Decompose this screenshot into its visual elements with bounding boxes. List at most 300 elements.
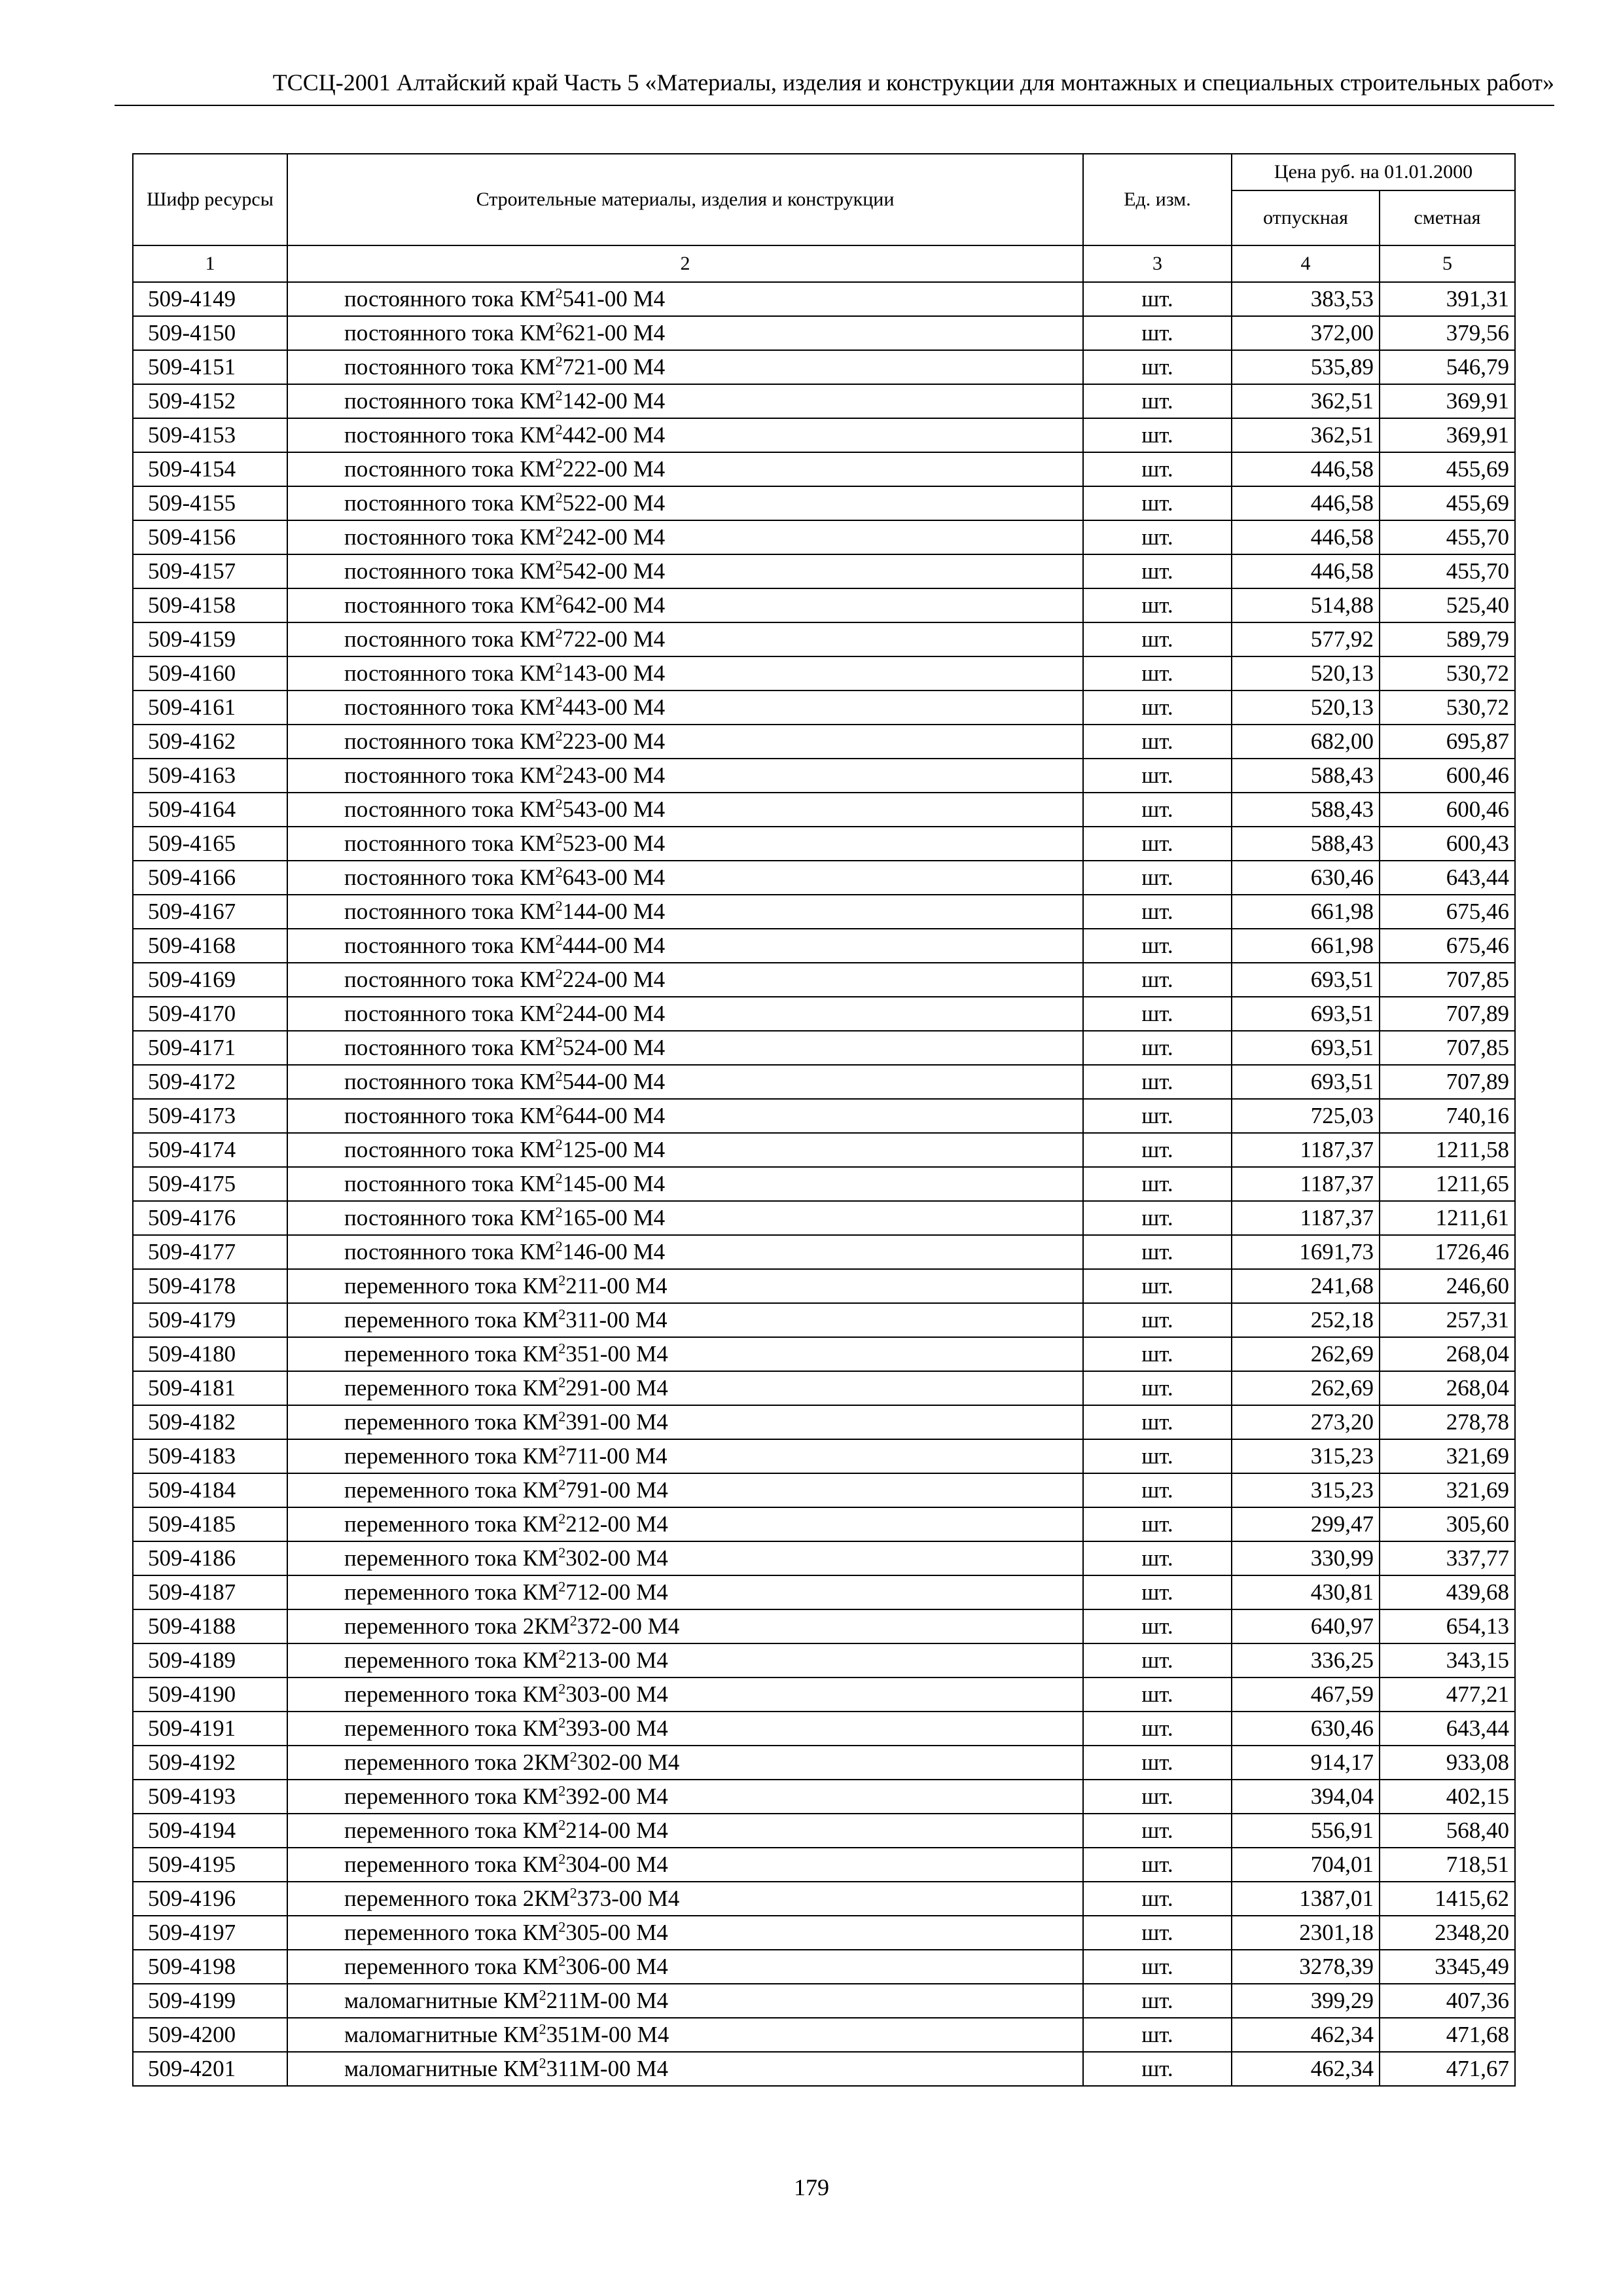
release-price: 3278,39 bbox=[1232, 1950, 1380, 1984]
resource-code: 509-4164 bbox=[133, 793, 287, 827]
resource-code: 509-4153 bbox=[133, 418, 287, 452]
unit-of-measure: шт. bbox=[1083, 2052, 1232, 2086]
table-row bbox=[133, 1303, 1515, 1337]
resource-code: 509-4166 bbox=[133, 861, 287, 895]
estimate-price: 305,60 bbox=[1380, 1507, 1515, 1541]
release-price: 1187,37 bbox=[1232, 1133, 1380, 1167]
material-name bbox=[287, 1541, 1083, 1575]
material-name-superscript: 2 bbox=[555, 761, 563, 778]
material-name bbox=[287, 316, 1083, 350]
material-name-suffix: 373-00 М4 bbox=[577, 1886, 680, 1911]
materials-table bbox=[132, 153, 1516, 2087]
material-name-superscript: 2 bbox=[555, 829, 563, 846]
material-name bbox=[287, 1099, 1083, 1133]
resource-code: 509-4177 bbox=[133, 1235, 287, 1269]
table-row bbox=[133, 282, 1515, 316]
table-row bbox=[133, 520, 1515, 554]
unit-of-measure: шт. bbox=[1083, 418, 1232, 452]
estimate-price: 530,72 bbox=[1380, 691, 1515, 725]
material-name bbox=[287, 520, 1083, 554]
column-number-3: 3 bbox=[1083, 245, 1232, 282]
release-price: 446,58 bbox=[1232, 486, 1380, 520]
estimate-price: 455,69 bbox=[1380, 486, 1515, 520]
estimate-price: 321,69 bbox=[1380, 1439, 1515, 1473]
material-name bbox=[287, 1507, 1083, 1541]
unit-of-measure: шт. bbox=[1083, 486, 1232, 520]
unit-of-measure: шт. bbox=[1083, 282, 1232, 316]
material-name-superscript: 2 bbox=[555, 795, 563, 812]
estimate-price: 439,68 bbox=[1380, 1575, 1515, 1609]
unit-of-measure: шт. bbox=[1083, 1031, 1232, 1065]
table-row bbox=[133, 2052, 1515, 2086]
column-number-1: 1 bbox=[133, 245, 287, 282]
unit-of-measure: шт. bbox=[1083, 2018, 1232, 2052]
table-row bbox=[133, 1405, 1515, 1439]
release-price: 467,59 bbox=[1232, 1677, 1380, 1712]
table-row bbox=[133, 1541, 1515, 1575]
material-name bbox=[287, 963, 1083, 997]
table-row bbox=[133, 1916, 1515, 1950]
material-name-prefix: постоянного тока КМ bbox=[344, 286, 556, 312]
material-name-prefix: переменного тока КМ bbox=[344, 1818, 559, 1843]
release-price: 362,51 bbox=[1232, 384, 1380, 418]
material-name bbox=[287, 1303, 1083, 1337]
estimate-price: 546,79 bbox=[1380, 350, 1515, 384]
resource-code: 509-4161 bbox=[133, 691, 287, 725]
unit-of-measure: шт. bbox=[1083, 861, 1232, 895]
resource-code: 509-4162 bbox=[133, 725, 287, 759]
estimate-price: 268,04 bbox=[1380, 1371, 1515, 1405]
release-price: 315,23 bbox=[1232, 1439, 1380, 1473]
resource-code: 509-4169 bbox=[133, 963, 287, 997]
material-name-suffix: 311М-00 М4 bbox=[546, 2056, 668, 2081]
material-name-prefix: переменного тока КМ bbox=[344, 1852, 559, 1877]
material-name-suffix: 542-00 М4 bbox=[562, 558, 666, 584]
table-row bbox=[133, 1814, 1515, 1848]
resource-code: 509-4171 bbox=[133, 1031, 287, 1065]
estimate-price: 589,79 bbox=[1380, 622, 1515, 656]
unit-of-measure: шт. bbox=[1083, 1337, 1232, 1371]
release-price: 462,34 bbox=[1232, 2052, 1380, 2086]
material-name-prefix: переменного тока КМ bbox=[344, 1647, 559, 1673]
running-header: ТССЦ-2001 Алтайский край Часть 5 «Материалы, изделия и конструкции для монтажных и специальных строительных работ» bbox=[272, 69, 1554, 96]
table-row bbox=[133, 1031, 1515, 1065]
material-name-superscript: 2 bbox=[569, 1748, 577, 1765]
material-name-prefix: постоянного тока КМ bbox=[344, 1137, 556, 1162]
material-name-suffix: 311-00 М4 bbox=[565, 1307, 668, 1333]
resource-code: 509-4165 bbox=[133, 827, 287, 861]
material-name bbox=[287, 1133, 1083, 1167]
header-price-group: Цена руб. на 01.01.2000 bbox=[1232, 154, 1515, 190]
material-name-superscript: 2 bbox=[539, 2020, 546, 2037]
unit-of-measure: шт. bbox=[1083, 588, 1232, 622]
unit-of-measure: шт. bbox=[1083, 1882, 1232, 1916]
material-name-prefix: постоянного тока КМ bbox=[344, 320, 556, 346]
unit-of-measure: шт. bbox=[1083, 1677, 1232, 1712]
table-row bbox=[133, 1473, 1515, 1507]
release-price: 1187,37 bbox=[1232, 1201, 1380, 1235]
material-name-suffix: 523-00 М4 bbox=[562, 831, 666, 856]
estimate-price: 471,67 bbox=[1380, 2052, 1515, 2086]
material-name-prefix: переменного тока КМ bbox=[344, 1545, 559, 1571]
resource-code: 509-4178 bbox=[133, 1269, 287, 1303]
material-name bbox=[287, 1473, 1083, 1507]
material-name-superscript: 2 bbox=[558, 1510, 566, 1527]
material-name bbox=[287, 554, 1083, 588]
material-name-suffix: 304-00 М4 bbox=[565, 1852, 668, 1877]
material-name-suffix: 791-00 М4 bbox=[565, 1477, 668, 1503]
material-name-suffix: 443-00 М4 bbox=[562, 694, 666, 720]
table-row bbox=[133, 1269, 1515, 1303]
release-price: 693,51 bbox=[1232, 1031, 1380, 1065]
table-row bbox=[133, 1201, 1515, 1235]
estimate-price: 568,40 bbox=[1380, 1814, 1515, 1848]
resource-code: 509-4172 bbox=[133, 1065, 287, 1099]
table-row bbox=[133, 691, 1515, 725]
material-name-suffix: 392-00 М4 bbox=[565, 1784, 668, 1809]
release-price: 1387,01 bbox=[1232, 1882, 1380, 1916]
release-price: 315,23 bbox=[1232, 1473, 1380, 1507]
table-row bbox=[133, 622, 1515, 656]
estimate-price: 707,89 bbox=[1380, 997, 1515, 1031]
estimate-price: 525,40 bbox=[1380, 588, 1515, 622]
material-name-prefix: постоянного тока КМ bbox=[344, 422, 556, 448]
table-row bbox=[133, 1507, 1515, 1541]
release-price: 299,47 bbox=[1232, 1507, 1380, 1541]
unit-of-measure: шт. bbox=[1083, 1609, 1232, 1643]
material-name bbox=[287, 622, 1083, 656]
table-row bbox=[133, 861, 1515, 895]
resource-code: 509-4160 bbox=[133, 656, 287, 691]
material-name-suffix: 642-00 М4 bbox=[562, 592, 666, 618]
release-price: 630,46 bbox=[1232, 1712, 1380, 1746]
material-name-suffix: 224-00 М4 bbox=[562, 967, 666, 992]
resource-code: 509-4150 bbox=[133, 316, 287, 350]
unit-of-measure: шт. bbox=[1083, 759, 1232, 793]
estimate-price: 600,46 bbox=[1380, 759, 1515, 793]
material-name-superscript: 2 bbox=[555, 1033, 563, 1050]
material-name-prefix: маломагнитные КМ bbox=[344, 2022, 539, 2047]
material-name-prefix: постоянного тока КМ bbox=[344, 762, 556, 788]
material-name-superscript: 2 bbox=[555, 591, 563, 608]
table-row bbox=[133, 1235, 1515, 1269]
material-name bbox=[287, 1848, 1083, 1882]
estimate-price: 1211,58 bbox=[1380, 1133, 1515, 1167]
material-name bbox=[287, 2052, 1083, 2086]
unit-of-measure: шт. bbox=[1083, 691, 1232, 725]
material-name bbox=[287, 486, 1083, 520]
unit-of-measure: шт. bbox=[1083, 1303, 1232, 1337]
estimate-price: 257,31 bbox=[1380, 1303, 1515, 1337]
table-row bbox=[133, 588, 1515, 622]
material-name-superscript: 2 bbox=[555, 319, 563, 336]
material-name-suffix: 541-00 М4 bbox=[562, 286, 666, 312]
unit-of-measure: шт. bbox=[1083, 1780, 1232, 1814]
material-name-suffix: 302-00 М4 bbox=[577, 1749, 680, 1775]
material-name-superscript: 2 bbox=[558, 1918, 566, 1935]
material-name-suffix: 351М-00 М4 bbox=[546, 2022, 669, 2047]
unit-of-measure: шт. bbox=[1083, 1405, 1232, 1439]
material-name-superscript: 2 bbox=[555, 1136, 563, 1153]
table-row bbox=[133, 759, 1515, 793]
release-price: 520,13 bbox=[1232, 691, 1380, 725]
material-name-prefix: постоянного тока КМ bbox=[344, 967, 556, 992]
estimate-price: 707,85 bbox=[1380, 963, 1515, 997]
material-name-prefix: постоянного тока КМ bbox=[344, 831, 556, 856]
estimate-price: 369,91 bbox=[1380, 384, 1515, 418]
material-name-prefix: постоянного тока КМ bbox=[344, 694, 556, 720]
material-name-superscript: 2 bbox=[558, 1408, 566, 1425]
material-name bbox=[287, 2018, 1083, 2052]
material-name-prefix: переменного тока КМ bbox=[344, 1681, 559, 1707]
material-name-suffix: 351-00 М4 bbox=[565, 1341, 668, 1367]
material-name-prefix: постоянного тока КМ bbox=[344, 797, 556, 822]
material-name-superscript: 2 bbox=[558, 1476, 566, 1493]
material-name-prefix: переменного тока КМ bbox=[344, 1511, 559, 1537]
release-price: 630,46 bbox=[1232, 861, 1380, 895]
estimate-price: 643,44 bbox=[1380, 1712, 1515, 1746]
unit-of-measure: шт. bbox=[1083, 1099, 1232, 1133]
material-name-prefix: переменного тока КМ bbox=[344, 1784, 559, 1809]
resource-code: 509-4186 bbox=[133, 1541, 287, 1575]
material-name-superscript: 2 bbox=[558, 1850, 566, 1867]
release-price: 682,00 bbox=[1232, 725, 1380, 759]
unit-of-measure: шт. bbox=[1083, 316, 1232, 350]
table-row bbox=[133, 554, 1515, 588]
material-name bbox=[287, 1746, 1083, 1780]
unit-of-measure: шт. bbox=[1083, 1167, 1232, 1201]
unit-of-measure: шт. bbox=[1083, 1712, 1232, 1746]
material-name bbox=[287, 1031, 1083, 1065]
release-price: 520,13 bbox=[1232, 656, 1380, 691]
unit-of-measure: шт. bbox=[1083, 1916, 1232, 1950]
material-name-suffix: 222-00 М4 bbox=[562, 456, 666, 482]
material-name bbox=[287, 588, 1083, 622]
material-name-superscript: 2 bbox=[555, 1204, 563, 1221]
column-number-5: 5 bbox=[1380, 245, 1515, 282]
material-name bbox=[287, 1269, 1083, 1303]
release-price: 693,51 bbox=[1232, 963, 1380, 997]
release-price: 588,43 bbox=[1232, 827, 1380, 861]
estimate-price: 643,44 bbox=[1380, 861, 1515, 895]
material-name-prefix: переменного тока КМ bbox=[344, 1341, 559, 1367]
table-row bbox=[133, 1746, 1515, 1780]
material-name-prefix: переменного тока КМ bbox=[344, 1477, 559, 1503]
material-name bbox=[287, 1439, 1083, 1473]
material-name bbox=[287, 1882, 1083, 1916]
release-price: 1187,37 bbox=[1232, 1167, 1380, 1201]
material-name-suffix: 442-00 М4 bbox=[562, 422, 666, 448]
table-row bbox=[133, 1371, 1515, 1405]
release-price: 446,58 bbox=[1232, 520, 1380, 554]
table-row bbox=[133, 1133, 1515, 1167]
material-name bbox=[287, 1201, 1083, 1235]
unit-of-measure: шт. bbox=[1083, 827, 1232, 861]
release-price: 336,25 bbox=[1232, 1643, 1380, 1677]
material-name-suffix: 211-00 М4 bbox=[565, 1273, 668, 1299]
table-row bbox=[133, 1643, 1515, 1677]
material-name-superscript: 2 bbox=[555, 931, 563, 948]
material-name-superscript: 2 bbox=[555, 999, 563, 1016]
estimate-price: 455,69 bbox=[1380, 452, 1515, 486]
release-price: 556,91 bbox=[1232, 1814, 1380, 1848]
material-name-superscript: 2 bbox=[539, 2054, 546, 2072]
resource-code: 509-4173 bbox=[133, 1099, 287, 1133]
release-price: 330,99 bbox=[1232, 1541, 1380, 1575]
resource-code: 509-4188 bbox=[133, 1609, 287, 1643]
material-name-suffix: 543-00 М4 bbox=[562, 797, 666, 822]
resource-code: 509-4187 bbox=[133, 1575, 287, 1609]
material-name-suffix: 302-00 М4 bbox=[565, 1545, 668, 1571]
material-name-prefix: постоянного тока КМ bbox=[344, 592, 556, 618]
material-name bbox=[287, 1712, 1083, 1746]
material-name bbox=[287, 1643, 1083, 1677]
material-name-suffix: 244-00 М4 bbox=[562, 1001, 666, 1026]
material-name-suffix: 644-00 М4 bbox=[562, 1103, 666, 1128]
material-name-prefix: переменного тока КМ bbox=[344, 1409, 559, 1435]
estimate-price: 675,46 bbox=[1380, 895, 1515, 929]
material-name-superscript: 2 bbox=[555, 455, 563, 472]
material-name-superscript: 2 bbox=[569, 1612, 577, 1629]
material-name bbox=[287, 350, 1083, 384]
material-name-suffix: 391-00 М4 bbox=[565, 1409, 668, 1435]
material-name-superscript: 2 bbox=[555, 421, 563, 438]
release-price: 462,34 bbox=[1232, 2018, 1380, 2052]
material-name bbox=[287, 691, 1083, 725]
estimate-price: 600,46 bbox=[1380, 793, 1515, 827]
estimate-price: 379,56 bbox=[1380, 316, 1515, 350]
material-name-suffix: 524-00 М4 bbox=[562, 1035, 666, 1060]
material-name-suffix: 146-00 М4 bbox=[562, 1239, 666, 1265]
unit-of-measure: шт. bbox=[1083, 1814, 1232, 1848]
unit-of-measure: шт. bbox=[1083, 1269, 1232, 1303]
material-name bbox=[287, 1984, 1083, 2018]
release-price: 535,89 bbox=[1232, 350, 1380, 384]
material-name-suffix: 643-00 М4 bbox=[562, 865, 666, 890]
resource-code: 509-4189 bbox=[133, 1643, 287, 1677]
column-number-2: 2 bbox=[287, 245, 1083, 282]
estimate-price: 477,21 bbox=[1380, 1677, 1515, 1712]
table-row bbox=[133, 1065, 1515, 1099]
material-name-suffix: 444-00 М4 bbox=[562, 933, 666, 958]
release-price: 661,98 bbox=[1232, 895, 1380, 929]
estimate-price: 278,78 bbox=[1380, 1405, 1515, 1439]
estimate-price: 1415,62 bbox=[1380, 1882, 1515, 1916]
material-name-superscript: 2 bbox=[555, 285, 563, 302]
resource-code: 509-4196 bbox=[133, 1882, 287, 1916]
material-name-suffix: 212-00 М4 bbox=[565, 1511, 668, 1537]
material-name-suffix: 306-00 М4 bbox=[565, 1954, 668, 1979]
material-name-prefix: постоянного тока КМ bbox=[344, 388, 556, 414]
header-release-price: отпускная bbox=[1232, 190, 1380, 245]
table-row bbox=[133, 1677, 1515, 1712]
table-row bbox=[133, 895, 1515, 929]
unit-of-measure: шт. bbox=[1083, 1746, 1232, 1780]
material-name-suffix: 305-00 М4 bbox=[565, 1920, 668, 1945]
material-name bbox=[287, 1575, 1083, 1609]
table-row bbox=[133, 1575, 1515, 1609]
resource-code: 509-4159 bbox=[133, 622, 287, 656]
header-estimate-price: сметная bbox=[1380, 190, 1515, 245]
release-price: 273,20 bbox=[1232, 1405, 1380, 1439]
resource-code: 509-4192 bbox=[133, 1746, 287, 1780]
material-name bbox=[287, 725, 1083, 759]
material-name bbox=[287, 895, 1083, 929]
material-name-suffix: 145-00 М4 bbox=[562, 1171, 666, 1196]
unit-of-measure: шт. bbox=[1083, 1984, 1232, 2018]
material-name bbox=[287, 861, 1083, 895]
resource-code: 509-4195 bbox=[133, 1848, 287, 1882]
table-row bbox=[133, 1099, 1515, 1133]
table-row bbox=[133, 1609, 1515, 1643]
table-row bbox=[133, 452, 1515, 486]
unit-of-measure: шт. bbox=[1083, 1201, 1232, 1235]
material-name-suffix: 721-00 М4 bbox=[562, 354, 666, 380]
resource-code: 509-4185 bbox=[133, 1507, 287, 1541]
material-name-prefix: постоянного тока КМ bbox=[344, 1103, 556, 1128]
resource-code: 509-4179 bbox=[133, 1303, 287, 1337]
material-name-prefix: постоянного тока КМ bbox=[344, 456, 556, 482]
unit-of-measure: шт. bbox=[1083, 1643, 1232, 1677]
material-name-suffix: 214-00 М4 bbox=[565, 1818, 668, 1843]
material-name-prefix: постоянного тока КМ bbox=[344, 1035, 556, 1060]
material-name-superscript: 2 bbox=[558, 1952, 566, 1969]
material-name-superscript: 2 bbox=[555, 727, 563, 744]
resource-code: 509-4151 bbox=[133, 350, 287, 384]
material-name-suffix: 621-00 М4 bbox=[562, 320, 666, 346]
estimate-price: 321,69 bbox=[1380, 1473, 1515, 1507]
table-row bbox=[133, 929, 1515, 963]
table-row bbox=[133, 827, 1515, 861]
material-name bbox=[287, 929, 1083, 963]
estimate-price: 707,89 bbox=[1380, 1065, 1515, 1099]
table-row bbox=[133, 1882, 1515, 1916]
estimate-price: 268,04 bbox=[1380, 1337, 1515, 1371]
release-price: 241,68 bbox=[1232, 1269, 1380, 1303]
material-name-superscript: 2 bbox=[555, 353, 563, 370]
material-name bbox=[287, 1950, 1083, 1984]
resource-code: 509-4174 bbox=[133, 1133, 287, 1167]
table-row bbox=[133, 963, 1515, 997]
unit-of-measure: шт. bbox=[1083, 622, 1232, 656]
material-name bbox=[287, 656, 1083, 691]
material-name-superscript: 2 bbox=[555, 897, 563, 914]
material-name-suffix: 722-00 М4 bbox=[562, 626, 666, 652]
release-price: 725,03 bbox=[1232, 1099, 1380, 1133]
material-name-superscript: 2 bbox=[569, 1884, 577, 1901]
resource-code: 509-4167 bbox=[133, 895, 287, 929]
release-price: 661,98 bbox=[1232, 929, 1380, 963]
material-name-superscript: 2 bbox=[555, 523, 563, 540]
material-name bbox=[287, 1235, 1083, 1269]
estimate-price: 455,70 bbox=[1380, 554, 1515, 588]
material-name-prefix: постоянного тока КМ bbox=[344, 1239, 556, 1265]
release-price: 588,43 bbox=[1232, 793, 1380, 827]
release-price: 514,88 bbox=[1232, 588, 1380, 622]
resource-code: 509-4157 bbox=[133, 554, 287, 588]
unit-of-measure: шт. bbox=[1083, 1541, 1232, 1575]
table-row bbox=[133, 384, 1515, 418]
material-name-prefix: постоянного тока КМ bbox=[344, 490, 556, 516]
estimate-price: 654,13 bbox=[1380, 1609, 1515, 1643]
material-name-superscript: 2 bbox=[558, 1714, 566, 1731]
unit-of-measure: шт. bbox=[1083, 452, 1232, 486]
material-name-superscript: 2 bbox=[555, 965, 563, 982]
material-name-prefix: постоянного тока КМ bbox=[344, 728, 556, 754]
material-name-superscript: 2 bbox=[555, 1170, 563, 1187]
release-price: 693,51 bbox=[1232, 997, 1380, 1031]
material-name bbox=[287, 418, 1083, 452]
